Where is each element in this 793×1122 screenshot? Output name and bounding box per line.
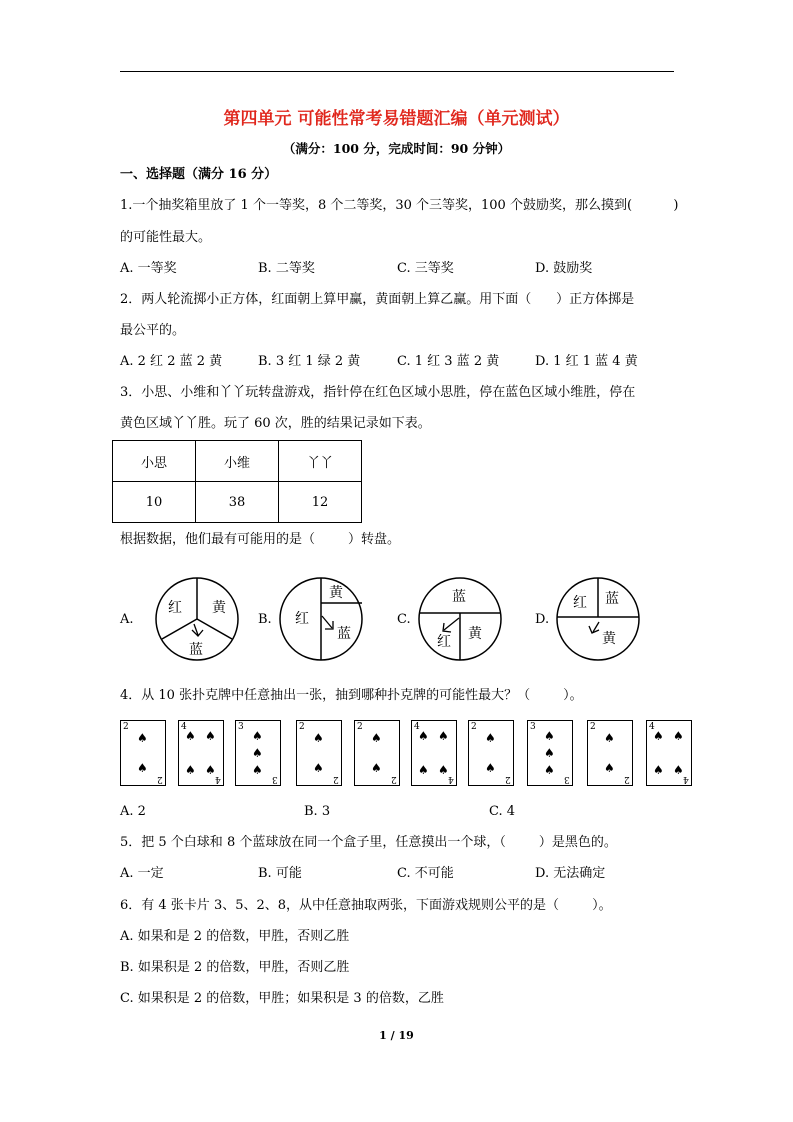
q2-line1: 2．两人轮流掷小正方体，红面朝上算甲赢，黄面朝上算乙赢。用下面（ ）正方体掷是: [120, 292, 635, 307]
spade-icon: ♠: [185, 763, 196, 777]
playing-card: [468, 720, 514, 786]
playing-card: [527, 720, 573, 786]
card-rank: 4: [414, 722, 420, 732]
spade-icon: ♠: [371, 761, 382, 775]
card-rank: 2: [505, 774, 511, 784]
table-cell: 10: [113, 482, 196, 523]
spinner-label-b: B.: [258, 612, 272, 627]
card-rank: 4: [181, 722, 187, 732]
q4-option-a: A. 2: [120, 804, 146, 819]
spinner-a-blue-label: 蓝: [189, 642, 203, 658]
table-row: [113, 441, 362, 482]
q6-line1: 6．有 4 张卡片 3、5、2、8，从中任意抽取两张，下面游戏规则公平的是（ ）。: [120, 898, 612, 913]
q6-option-a: A. 如果和是 2 的倍数，甲胜，否则乙胜: [120, 929, 350, 944]
spade-icon: ♠: [653, 763, 664, 777]
card-rank: 4: [215, 774, 221, 784]
playing-card: [296, 720, 342, 786]
table-row: [113, 482, 362, 523]
spinner-a: [152, 576, 242, 662]
spade-icon: ♠: [604, 731, 615, 745]
card-rank: 3: [238, 722, 244, 732]
spinner-b-blue-label: 蓝: [337, 626, 351, 642]
page-number: 1 / 19: [379, 1029, 414, 1042]
spade-icon: ♠: [313, 731, 324, 745]
spinner-c-red-label: 红: [437, 634, 451, 650]
spade-icon: ♠: [137, 761, 148, 775]
spade-icon: ♠: [438, 729, 449, 743]
spinner-d-red-label: 红: [573, 595, 587, 611]
spinner-label-c: C.: [397, 612, 411, 627]
q2-option-a: A. 2 红 2 蓝 2 黄: [120, 354, 223, 369]
q4-line1: 4．从 10 张扑克牌中任意抽出一张，抽到哪种扑克牌的可能性最大？（ ）。: [120, 688, 583, 703]
spade-icon: ♠: [485, 761, 496, 775]
spinner-d: [555, 576, 641, 662]
spinner-label-d: D.: [535, 612, 550, 627]
page-title: 第四单元 可能性常考易错题汇编（单元测试）: [223, 109, 570, 129]
spade-icon: ♠: [252, 763, 263, 777]
spade-icon: ♠: [544, 763, 555, 777]
spade-icon: ♠: [371, 731, 382, 745]
spade-icon: ♠: [185, 729, 196, 743]
card-rank: 2: [471, 722, 477, 732]
card-rank: 2: [333, 774, 339, 784]
spade-icon: ♠: [438, 763, 449, 777]
table-header-cell: 小思: [113, 441, 196, 482]
playing-card: [587, 720, 633, 786]
q5-option-d: D. 无法确定: [535, 866, 606, 881]
card-rank: 4: [448, 774, 454, 784]
playing-card: [178, 720, 224, 786]
spinner-b: [278, 576, 364, 662]
spade-icon: ♠: [418, 763, 429, 777]
q1-option-a: A. 一等奖: [120, 261, 177, 276]
q1-option-c: C. 三等奖: [397, 261, 454, 276]
header-rule: [120, 71, 674, 72]
table-cell: 38: [196, 482, 279, 523]
q5-option-b: B. 可能: [258, 866, 302, 881]
spade-icon: ♠: [137, 731, 148, 745]
card-rank: 2: [123, 722, 129, 732]
card-rank: 3: [530, 722, 536, 732]
card-rank: 4: [649, 722, 655, 732]
q3-line1: 3．小思、小维和丫丫玩转盘游戏，指针停在红色区域小思胜，停在蓝色区域小维胜，停在: [120, 385, 636, 400]
spade-icon: ♠: [418, 729, 429, 743]
playing-card: [354, 720, 400, 786]
table-header-cell: 小维: [196, 441, 279, 482]
q6-option-c: C. 如果积是 2 的倍数，甲胜；如果积是 3 的倍数，乙胜: [120, 991, 444, 1006]
spade-icon: ♠: [673, 729, 684, 743]
table-cell: 12: [279, 482, 362, 523]
playing-card: [411, 720, 457, 786]
card-rank: 3: [564, 774, 570, 784]
spade-icon: ♠: [544, 729, 555, 743]
spade-icon: ♠: [673, 763, 684, 777]
q3-line2: 黄色区域丫丫胜。玩了 60 次，胜的结果记录如下表。: [120, 416, 431, 431]
q1-option-b: B. 二等奖: [258, 261, 315, 276]
q5-option-c: C. 不可能: [397, 866, 454, 881]
card-rank: 2: [590, 722, 596, 732]
spade-icon: ♠: [485, 731, 496, 745]
spade-icon: ♠: [252, 729, 263, 743]
spade-icon: ♠: [313, 761, 324, 775]
spade-icon: ♠: [205, 729, 216, 743]
spade-icon: ♠: [252, 746, 263, 760]
q5-option-a: A. 一定: [120, 866, 164, 881]
q4-option-b: B. 3: [304, 804, 331, 819]
results-table: [112, 440, 362, 523]
q1-line1: 1.一个抽奖箱里放了 1 个一等奖，8 个二等奖，30 个三等奖，100 个鼓励奖，那么摸到( ): [120, 198, 679, 213]
card-rank: 2: [624, 774, 630, 784]
q5-line1: 5．把 5 个白球和 8 个蓝球放在同一个盒子里，任意摸出一个球，（ ）是黑色的。: [120, 835, 617, 850]
q2-option-c: C. 1 红 3 蓝 2 黄: [397, 354, 500, 369]
q1-line2: 的可能性最大。: [120, 230, 212, 245]
q4-option-c: C. 4: [489, 804, 516, 819]
q1-option-d: D. 鼓励奖: [535, 261, 593, 276]
playing-card: [235, 720, 281, 786]
section-heading: 一、选择题（满分 16 分）: [120, 167, 278, 182]
q2-option-d: D. 1 红 1 蓝 4 黄: [535, 354, 638, 369]
q6-option-b: B. 如果积是 2 的倍数，甲胜，否则乙胜: [120, 960, 350, 975]
card-rank: 4: [683, 774, 689, 784]
card-rank: 2: [391, 774, 397, 784]
spinner-a-yellow-label: 黄: [212, 600, 226, 616]
spade-icon: ♠: [653, 729, 664, 743]
q2-option-b: B. 3 红 1 绿 2 黄: [258, 354, 361, 369]
q2-line2: 最公平的。: [120, 323, 186, 338]
page-subtitle: （满分：100 分，完成时间：90 分钟）: [282, 141, 511, 156]
spinner-b-red-label: 红: [295, 611, 309, 627]
spade-icon: ♠: [604, 761, 615, 775]
spinner-d-blue-label: 蓝: [605, 591, 619, 607]
card-rank: 3: [272, 774, 278, 784]
spinner-c-blue-label: 蓝: [452, 589, 466, 605]
card-rank: 2: [357, 722, 363, 732]
q3-line3: 根据数据，他们最有可能用的是（ ）转盘。: [120, 532, 401, 547]
spinner-b-yellow-label: 黄: [329, 585, 343, 601]
spade-icon: ♠: [205, 763, 216, 777]
spinner-c-yellow-label: 黄: [468, 626, 482, 642]
spade-icon: ♠: [544, 746, 555, 760]
spinner-label-a: A.: [120, 612, 134, 627]
spinner-a-red-label: 红: [168, 600, 182, 616]
card-rank: 2: [299, 722, 305, 732]
playing-card: [646, 720, 692, 786]
table-header-cell: 丫丫: [279, 441, 362, 482]
playing-card: [120, 720, 166, 786]
card-rank: 2: [157, 774, 163, 784]
spinner-d-yellow-label: 黄: [602, 631, 616, 647]
spinner-c: [417, 576, 503, 662]
